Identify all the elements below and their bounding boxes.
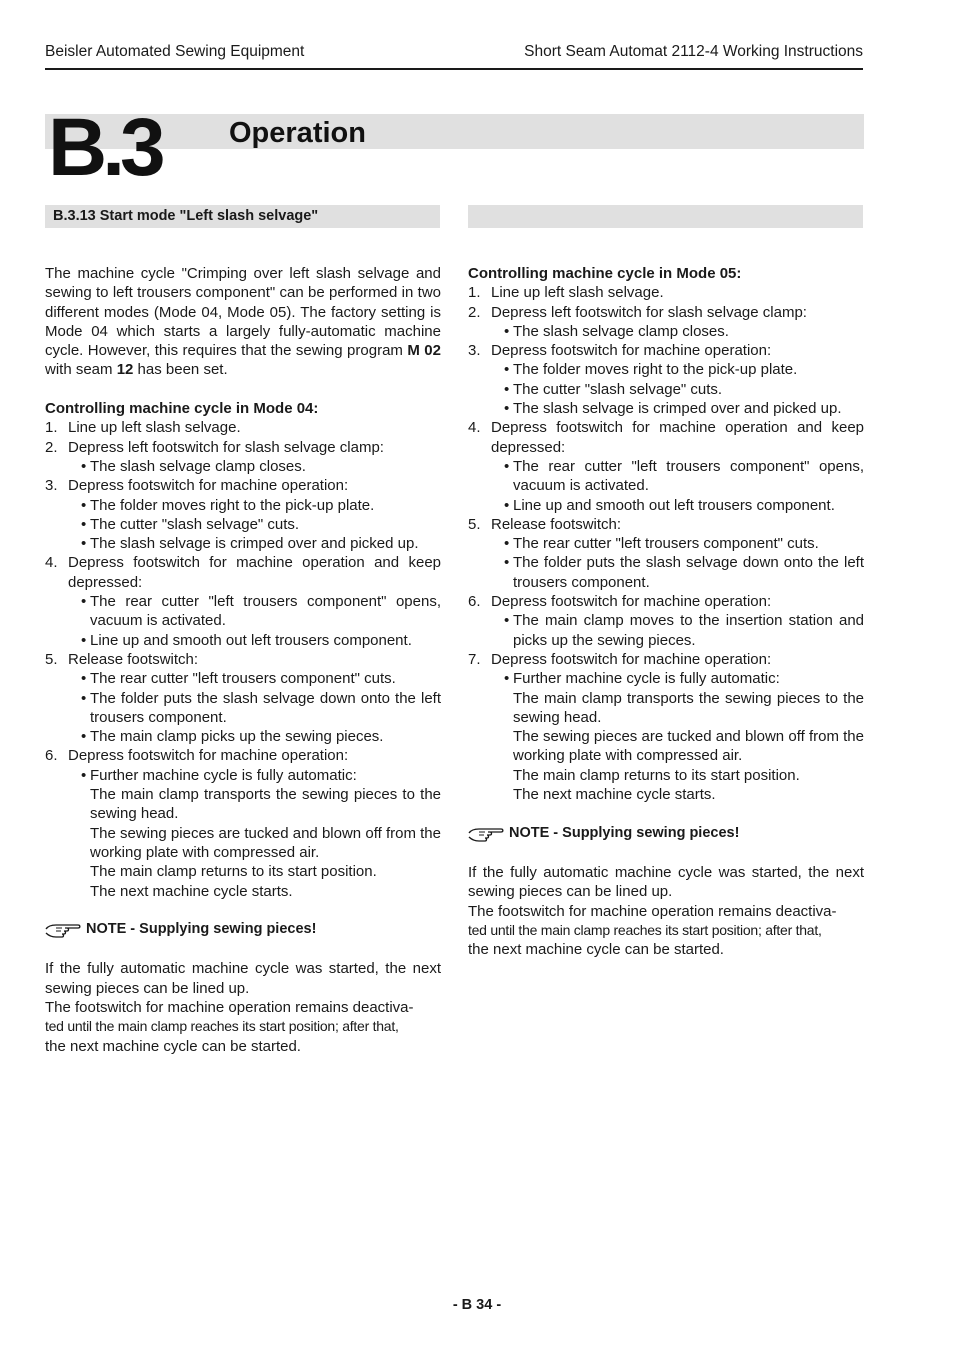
step-item: [45, 418, 441, 437]
bullet-dot-icon: •: [81, 515, 87, 533]
continuation-text: The next machine cycle starts.: [513, 786, 716, 804]
bullet-text: The slash selvage clamp closes.: [90, 457, 306, 475]
bullet-dot-icon: •: [81, 457, 87, 475]
bullet-text: The main clamp picks up the sewing pieces.: [90, 728, 384, 746]
bullet-dot-icon: •: [81, 670, 87, 688]
step-number: 5.: [45, 650, 58, 668]
bullet-item: [468, 399, 864, 418]
bullet-item: [468, 496, 864, 515]
bullet-text: Further machine cycle is fully automatic:: [513, 670, 780, 688]
intro-seam: 12: [116, 361, 134, 379]
step-text: Line up left slash selvage.: [491, 284, 664, 302]
bullet-item: [45, 727, 441, 746]
bullet-item: [468, 322, 864, 341]
step-number: 1.: [45, 419, 58, 437]
note-text: ted until the main clamp reaches its start position; after that,: [45, 1018, 399, 1035]
note-text: the next machine cycle can be started.: [468, 941, 724, 959]
bullet-text: The slash selvage is crimped over and picked up.: [90, 535, 419, 553]
bullet-item: [468, 553, 864, 592]
bullet-text: The folder puts the slash selvage down onto the left trousers component.: [90, 689, 441, 726]
step-text: Release footswitch:: [491, 515, 622, 533]
step-text: Depress left footswitch for slash selvage clamp:: [68, 438, 384, 456]
bullet-dot-icon: •: [504, 496, 510, 514]
bullet-item: [45, 496, 441, 515]
bullet-item: [45, 766, 441, 785]
step-item: [468, 418, 864, 457]
bullet-text: The slash selvage is crimped over and picked up.: [513, 400, 842, 418]
header-left: Beisler Automated Sewing Equipment: [45, 43, 305, 60]
step-number: 2.: [468, 303, 481, 321]
bullet-dot-icon: •: [504, 400, 510, 418]
continuation-text: The main clamp transports the sewing pieces to the sewing head.: [513, 689, 864, 726]
page-number: - B 34 -: [452, 1297, 502, 1313]
title-band: [45, 114, 864, 149]
continuation-text: The next machine cycle starts.: [90, 882, 293, 900]
step-number: 6.: [45, 747, 58, 765]
bullet-item: [45, 689, 441, 728]
intro-text-a: The machine cycle "Crimping over left slash selvage and sewing to left trousers component" can be performed in two different modes (Mode 04, Mode 05). The factory setting is Mode 04 which starts a largely fully-automatic machine cycle. However, this requires that the sewing program: [45, 265, 441, 360]
step-number: 7.: [468, 650, 481, 668]
bullet-text: Line up and smooth out left trousers component.: [90, 631, 412, 649]
step-item: [468, 592, 864, 611]
note-title: NOTE - Supplying sewing pieces!: [86, 921, 317, 938]
bullet-dot-icon: •: [81, 593, 87, 611]
intro-program: M 02: [407, 342, 441, 360]
pointing-hand-icon: [468, 824, 506, 844]
note-text: If the fully automatic machine cycle was started, the next sewing pieces can be lined up.: [468, 863, 864, 901]
step-list: [468, 283, 864, 804]
bullet-text: The folder puts the slash selvage down onto the left trousers component.: [513, 554, 864, 591]
bullet-text: The rear cutter "left trousers component" cuts.: [90, 670, 396, 688]
bullet-dot-icon: •: [504, 535, 510, 553]
continuation-text: The main clamp returns to its start position.: [90, 863, 377, 881]
note-text: If the fully automatic machine cycle was started, the next sewing pieces can be lined up.: [45, 960, 441, 997]
step-text: Depress footswitch for machine operation:: [68, 477, 349, 495]
bullet-dot-icon: •: [504, 361, 510, 379]
step-item: [468, 303, 864, 322]
bullet-dot-icon: •: [81, 535, 87, 553]
bullet-item: [468, 611, 864, 650]
pointing-hand-icon: [45, 920, 83, 940]
continuation-text: The main clamp transports the sewing pieces to the sewing head.: [90, 786, 441, 823]
step-number: 3.: [45, 477, 58, 495]
note-title: NOTE - Supplying sewing pieces!: [509, 824, 740, 841]
mode-heading: Controlling machine cycle in Mode 05:: [468, 265, 742, 282]
step-item: [468, 283, 864, 302]
subsection-band-right: [468, 205, 863, 228]
step-item: [45, 746, 441, 765]
bullet-dot-icon: •: [504, 612, 510, 630]
continuation-text: The main clamp returns to its start position.: [513, 766, 800, 784]
bullet-dot-icon: •: [504, 670, 510, 688]
step-list: [45, 418, 441, 900]
step-number: 5.: [468, 515, 481, 533]
bullet-text: The rear cutter "left trousers component" cuts.: [513, 535, 819, 553]
left-column: [45, 264, 441, 1056]
step-number: 2.: [45, 438, 58, 456]
bullet-dot-icon: •: [81, 496, 87, 514]
bullet-item: [45, 515, 441, 534]
note-text: The footswitch for machine operation remains deactiva-: [45, 998, 414, 1016]
step-text: Line up left slash selvage.: [68, 419, 241, 437]
step-text: Depress left footswitch for slash selvage clamp:: [491, 303, 807, 321]
section-title: Operation: [229, 117, 366, 149]
header-rule: [45, 68, 863, 70]
section-number: B.3: [48, 102, 161, 193]
intro-text-c: has been set.: [133, 361, 228, 379]
step-number: 3.: [468, 342, 481, 360]
step-number: 4.: [468, 419, 481, 437]
mode-heading: Controlling machine cycle in Mode 04:: [45, 400, 319, 418]
bullet-item: [45, 592, 441, 631]
bullet-text: The folder moves right to the pick-up plate.: [513, 361, 798, 379]
right-column: [468, 264, 864, 959]
bullet-dot-icon: •: [81, 631, 87, 649]
step-text: Depress footswitch for machine operation and keep depressed:: [491, 419, 864, 456]
bullet-item: [468, 360, 864, 379]
bullet-dot-icon: •: [504, 322, 510, 340]
step-text: Depress footswitch for machine operation:: [491, 650, 772, 668]
step-item: [45, 438, 441, 457]
bullet-text: The rear cutter "left trousers component" opens, vacuum is activated.: [90, 593, 441, 630]
bullet-text: Line up and smooth out left trousers component.: [513, 496, 835, 514]
note-text: the next machine cycle can be started.: [45, 1037, 301, 1055]
step-text: Depress footswitch for machine operation:: [491, 342, 772, 360]
note-heading: [45, 920, 441, 940]
bullet-dot-icon: •: [504, 554, 510, 572]
step-item: [468, 341, 864, 360]
note-text: The footswitch for machine operation remains deactiva-: [468, 902, 837, 920]
step-item: [45, 553, 441, 592]
step-text: Release footswitch:: [68, 650, 199, 668]
step-number: 6.: [468, 593, 481, 611]
bullet-text: The cutter "slash selvage" cuts.: [90, 515, 300, 533]
bullet-item: [468, 457, 864, 496]
bullet-text: The rear cutter "left trousers component" opens, vacuum is activated.: [513, 457, 864, 495]
step-item: [468, 650, 864, 669]
bullet-text: Further machine cycle is fully automatic:: [90, 766, 357, 784]
step-text: Depress footswitch for machine operation and keep depressed:: [68, 554, 441, 591]
bullet-text: The folder moves right to the pick-up plate.: [90, 496, 375, 514]
step-item: [468, 515, 864, 534]
bullet-item: [45, 669, 441, 688]
bullet-item: [45, 631, 441, 650]
bullet-item: [468, 669, 864, 688]
bullet-item: [468, 534, 864, 553]
bullet-dot-icon: •: [81, 689, 87, 707]
bullet-dot-icon: •: [504, 457, 510, 475]
bullet-text: The slash selvage clamp closes.: [513, 322, 729, 340]
bullet-item: [45, 534, 441, 553]
step-item: [45, 476, 441, 495]
step-number: 1.: [468, 284, 481, 302]
subsection-title: B.3.13 Start mode "Left slash selvage": [53, 208, 319, 224]
continuation-text: The sewing pieces are tucked and blown off from the working plate with compressed air.: [513, 728, 864, 765]
step-item: [45, 650, 441, 669]
note-heading: [468, 824, 864, 844]
step-text: Depress footswitch for machine operation:: [491, 593, 772, 611]
step-number: 4.: [45, 554, 58, 572]
bullet-item: [468, 380, 864, 399]
bullet-dot-icon: •: [81, 766, 87, 784]
intro-paragraph: [45, 264, 441, 380]
header-right: Short Seam Automat 2112-4 Working Instructions: [524, 43, 863, 60]
bullet-dot-icon: •: [81, 728, 87, 746]
bullet-item: [45, 457, 441, 476]
step-text: Depress footswitch for machine operation:: [68, 747, 349, 765]
bullet-text: The cutter "slash selvage" cuts.: [513, 380, 723, 398]
note-text: ted until the main clamp reaches its start position; after that,: [468, 921, 822, 938]
bullet-text: The main clamp moves to the insertion station and picks up the sewing pieces.: [513, 612, 864, 649]
intro-text-b: with seam: [45, 361, 117, 379]
continuation-text: The sewing pieces are tucked and blown off from the working plate with compressed air.: [90, 824, 441, 861]
bullet-dot-icon: •: [504, 380, 510, 398]
